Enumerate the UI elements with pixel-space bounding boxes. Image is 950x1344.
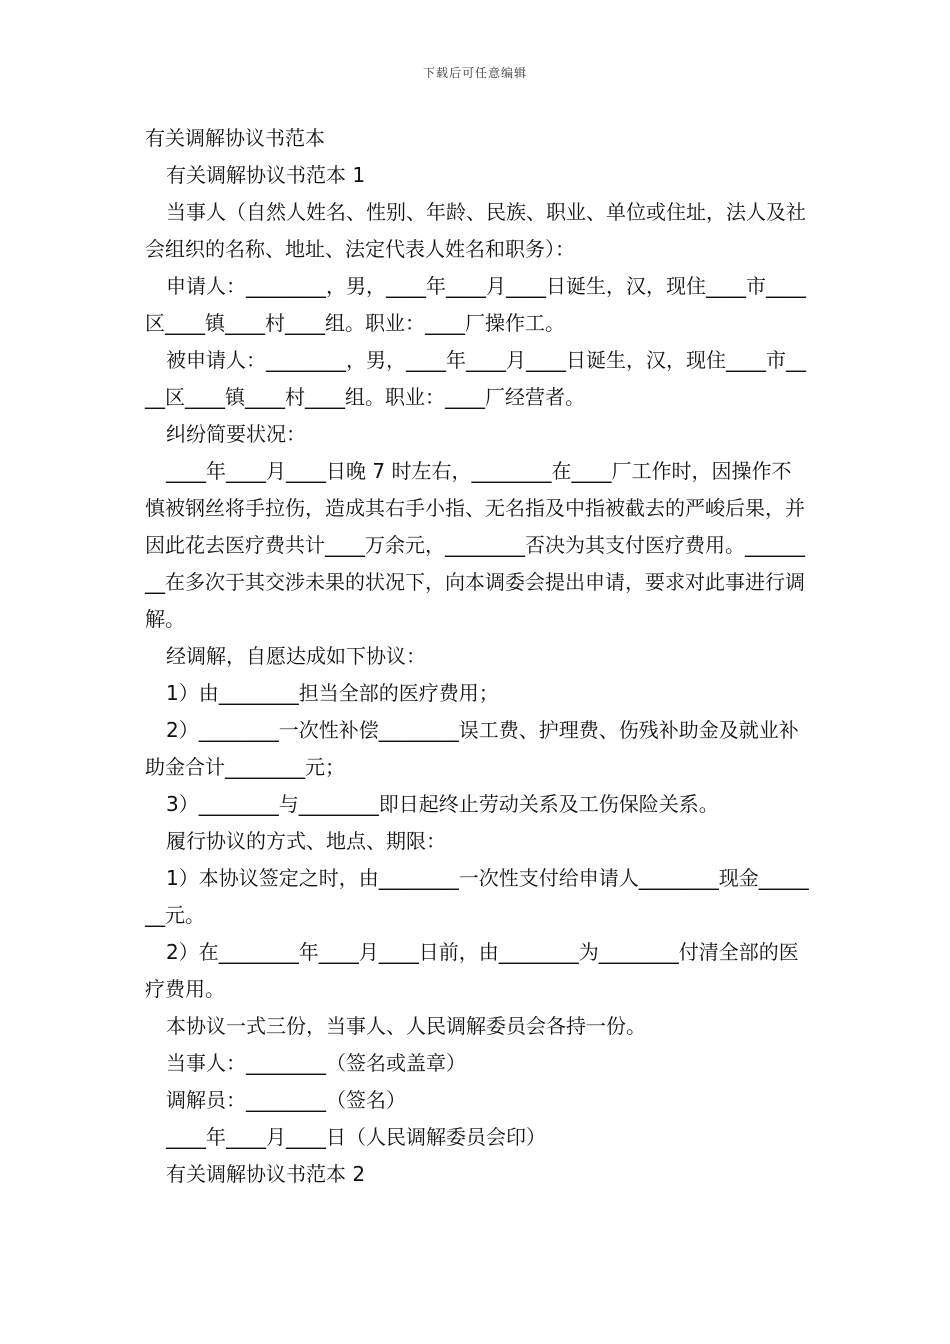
document-body xyxy=(145,120,810,1193)
copies-statement: 本协议一式三份，当事人、人民调解委员会各持一份。 xyxy=(166,1014,646,1038)
agreement-item-3: 3）________与________即日起终止劳动关系及工伤保险关系。 xyxy=(166,792,719,816)
performance-item-1: 1）本协议签定之时，由________一次性支付给申请人________现金_______元。 xyxy=(145,866,809,927)
document-title: 有关调解协议书范本 xyxy=(145,126,325,150)
section2-heading: 有关调解协议书范本 2 xyxy=(166,1162,366,1186)
agreement-item-2: 2）________一次性补偿________误工费、护理费、伤残补助金及就业补助金合计________元； xyxy=(145,718,799,779)
performance-item-2: 2）在________年____月____日前，由________为________付清全部的医疗费用。 xyxy=(145,940,799,1001)
applicant-paragraph: 申请人：________，男，____年____月____日诞生，汉，现住____市____区____镇____村____组。职业：____厂操作工。 xyxy=(145,274,806,335)
agreement-heading: 经调解，自愿达成如下协议： xyxy=(166,644,426,668)
dispute-heading: 纠纷简要状况： xyxy=(166,422,306,446)
agreement-item-1: 1）由________担当全部的医疗费用； xyxy=(166,681,499,705)
respondent-paragraph: 被申请人：________，男，____年____月____日诞生，汉，现住____市____区____镇____村____组。职业：____厂经营者。 xyxy=(145,348,806,409)
performance-heading: 履行协议的方式、地点、期限： xyxy=(166,829,446,853)
header-note: 下载后可任意编辑 xyxy=(422,66,527,80)
date-seal-line: ____年____月____日（人民调解委员会印） xyxy=(166,1125,546,1149)
party-signature-line: 当事人：________（签名或盖章） xyxy=(166,1051,466,1075)
mediator-signature-line: 调解员：________（签名） xyxy=(166,1088,406,1112)
section1-heading: 有关调解协议书范本 1 xyxy=(166,163,366,187)
dispute-body: ____年____月____日晚 7 时左右，________在____厂工作时，因操作不慎被钢丝将手拉伤，造成其右手小指、无名指及中指被截去的严峻后果，并因此花去医疗费共计____万余元，________否决为其支付医疗费用。________在多次于其交涉未果的状况下，向本调委会提出申请，要求对此事进行调解。 xyxy=(145,459,805,631)
parties-intro: 当事人（自然人姓名、性别、年龄、民族、职业、单位或住址，法人及社会组织的名称、地址、法定代表人姓名和职务）： xyxy=(145,200,806,261)
